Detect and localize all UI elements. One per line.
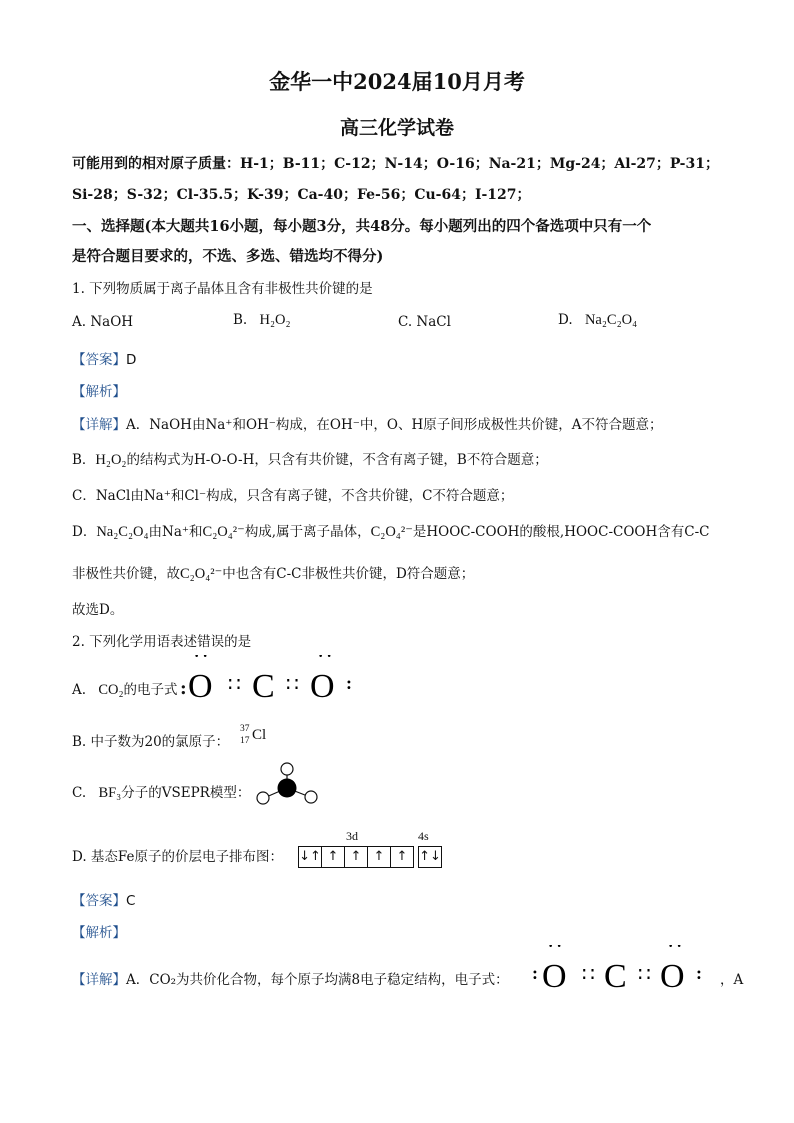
q1-option-b-formula: H₂O₂ [259,312,291,328]
q2-answer [72,889,135,909]
q2-option-b [72,730,229,750]
lewis-bond-pair: ∷ [582,964,595,986]
q2-option-b-text: B. 中子数为20的氯原子： [72,734,230,750]
q2-explain-a-text: A．CO₂为共价化合物，每个原子均满8电子稳定结构，电子式： [126,972,509,988]
vsepr-model-diagram [252,760,322,810]
isotope-atomic-number: 17 [240,736,250,746]
orbital-box-4s [418,846,442,868]
q1-option-d-label: D. [558,312,573,328]
q2-explain-a [72,968,509,988]
lewis-bond-pair: ∷ [638,964,651,986]
q1-explain-d-text-4: 非极性共价键，故 [72,566,180,582]
q1-answer-value: D [126,352,137,368]
lewis-c: C [604,958,627,995]
co2-lewis-structure-explain [530,945,730,995]
outer-atom [281,763,293,775]
co2-lewis-structure [186,655,361,705]
orbital-box-3d [298,846,414,868]
chlorine-isotope-symbol [240,722,270,748]
orbital-cell: ↑ [322,847,345,867]
lewis-o-right: O [310,668,335,705]
atomic-masses-line-1: 可能用到的相对原子质量：H-1；B-11；C-12；N-14；O-16；Na-21；Mg-24；Al-27；P-31； [72,156,719,172]
q1-explain-b-formula: H₂O₂ [95,452,127,468]
answer-tag: 【答案】 [72,893,126,909]
lewis-o-left: O [542,958,567,995]
lone-pair-dots-left: : [180,678,187,699]
lone-pair-dots: · · [318,655,332,665]
q1-explain-d-line-1 [72,520,709,541]
q2-stem: 2. 下列化学用语表述错误的是 [72,634,252,650]
detail-tag: 【详解】 [72,972,126,988]
central-atom [278,779,297,798]
orbital-label-4s: 4s [418,829,429,843]
oxalate-ion-formula: C₂O₄²⁻ [180,566,223,582]
q1-option-d [558,312,637,329]
q2-answer-value: C [126,893,136,909]
lewis-o-right: O [660,958,685,995]
oxalate-ion-formula: C₂O₄²⁻ [370,524,413,540]
lone-pair-dots: · · [548,945,562,955]
q1-explain-d-line-2 [72,562,474,583]
q2-option-a [72,678,178,699]
q1-explain-a [72,413,662,433]
exam-subtitle: 高三化学试卷 [339,117,454,139]
q1-explain-d-text-5: 中也含有C-C非极性共价键，D符合题意； [222,566,475,582]
section-header-line-1: 一、选择题(本大题共16小题，每小题3分，共48分。每小题列出的四个备选项中只有一个 [72,218,652,235]
lewis-bond-pair: ∷ [228,674,241,696]
q2-option-a-label: A. [72,682,87,698]
answer-tag: 【答案】 [72,352,126,368]
q1-conclusion: 故选D。 [72,602,124,618]
lone-pair-dots: · · [668,945,682,955]
q1-analysis-tag: 【解析】 [72,384,126,400]
q2-option-c [72,781,250,802]
q1-option-b [233,312,291,329]
q1-stem: 1. 下列物质属于离子晶体且含有非极性共价键的是 [72,281,373,297]
q2-analysis-tag: 【解析】 [72,925,126,941]
q1-answer [72,348,136,368]
q1-explain-a-text: A．NaOH由Na⁺和OH⁻构成，在OH⁻中，O、H原子间形成极性共价键，A不符合题意； [126,417,663,433]
lone-pair-dots: : [532,963,538,983]
outer-atom [305,791,317,803]
q1-explain-d-label: D． [72,524,97,540]
q2-option-d: D. 基态Fe原子的价层电子排布图： [72,849,284,865]
isotope-element-symbol: Cl [252,727,267,743]
lewis-c: C [252,668,275,705]
q2-option-a-text: 的电子式 [123,682,178,698]
orbital-cell: ↑↓ [419,849,441,864]
q1-explain-d-text-2: 构成,属于离子晶体， [244,524,371,540]
q1-explain-b [72,448,548,469]
q1-explain-c: C．NaCl由Na⁺和Cl⁻构成，只含有离子键，不含共价键，C不符合题意； [72,488,514,504]
isotope-mass-number: 37 [240,724,250,734]
q2-option-c-label: C. [72,785,87,801]
orbital-cell: ↑ [396,849,408,864]
q1-explain-d-formula: Na₂C₂O₄ [96,524,149,540]
detail-tag: 【详解】 [72,417,126,433]
lewis-o-left: O [188,668,213,705]
q2-option-a-formula: CO₂ [98,682,124,698]
orbital-label-3d: 3d [346,829,358,843]
orbital-cell: ↑ [345,847,368,867]
q1-explain-d-text-3: 是HOOC-COOH的酸根,HOOC-COOH含有C-C [412,524,710,540]
q1-option-b-label: B. [233,312,248,328]
q2-option-c-text: 分子的VSEPR模型： [121,785,251,801]
orbital-cell: ↓↑ [299,847,322,867]
q1-explain-b-label: B． [72,452,96,468]
section-header-line-2: 是符合题目要求的，不选、多选、错选均不得分) [72,248,384,265]
lone-pair-dots: : [696,963,702,983]
q2-option-c-formula: BF₃ [98,785,122,801]
lone-pair-dots: · · [194,655,208,665]
q1-option-c: C. NaCl [398,314,451,330]
q1-option-d-formula: Na₂C₂O₄ [584,312,638,328]
q1-explain-d-text-1: 由Na⁺和 [148,524,203,540]
oxalate-ion-formula: C₂O₄²⁻ [202,524,245,540]
orbital-cell: ↑ [368,847,391,867]
q1-explain-b-text: 的结构式为H-O-O-H，只含有共价键，不含有离子键，B不符合题意； [126,452,548,468]
atomic-masses-line-2: Si-28；S-32；Cl-35.5；K-39；Ca-40；Fe-56；Cu-64；I-127； [72,187,531,203]
lone-pair-dots: : [346,673,352,693]
outer-atom [257,792,269,804]
exam-title: 金华一中2024届10月月考 [269,69,525,94]
lewis-bond-pair: ∷ [286,674,299,696]
q2-explain-a-tail: ，A [720,972,744,988]
q1-option-a: A. NaOH [72,314,134,330]
